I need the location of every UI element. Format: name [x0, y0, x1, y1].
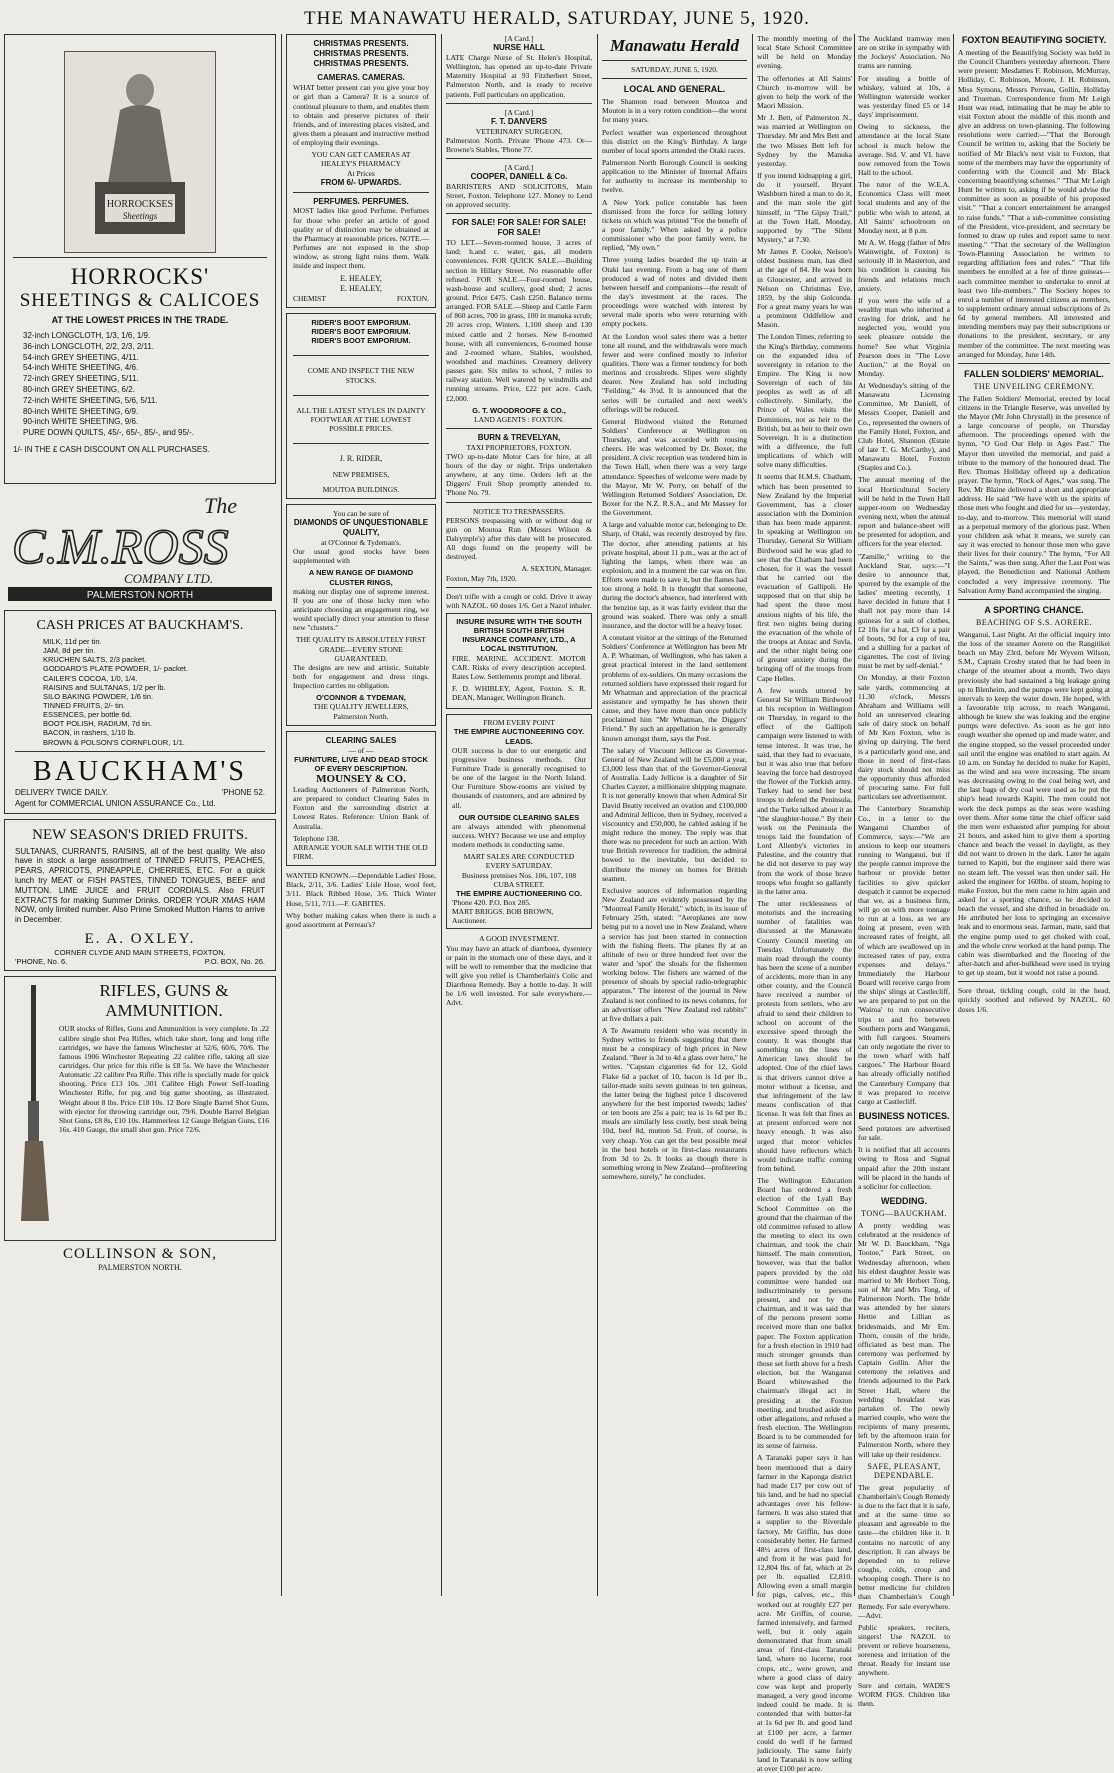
notice-text: PERSONS trespassing with or without dog or gun on Moutoa Run (Messrs Wilson & Dalrymple's) after this date will be prosecuted. All dogs found on the property will be destroyed.	[446, 515, 592, 562]
chemist-row	[293, 294, 429, 303]
ross-company: COMPANY LTD.	[124, 571, 214, 586]
horrockses-illustration	[64, 51, 216, 253]
ross-advert	[4, 489, 276, 605]
price-line: 72-inch GREY SHEETING, 5/11.	[23, 374, 139, 384]
chemist-label: CHEMIST	[293, 294, 326, 304]
xmas-line: CHRISTMAS PRESENTS.	[313, 58, 409, 68]
news-paragraph: Palmerston North Borough Council is seeking application to the Minister of Internal Affairs for authority to increase its membership to twelve.	[602, 157, 747, 195]
danvers-text: Palmerston North. Private 'Phone 473. Or—Browne's Stables, 'Phone 77.	[446, 135, 592, 154]
clearing-heading: CLEARING SALES	[325, 735, 397, 745]
column-4	[602, 34, 747, 1596]
notice-heading: NOTICE TO TRESPASSERS.	[472, 506, 566, 516]
perfumes-heading: PERFUMES. PERFUMES.	[313, 196, 409, 206]
price-line: 54-inch GREY SHEETING, 4/11.	[23, 352, 139, 362]
taxi-label: TAXI PROPRIETORS, FOXTON.	[466, 442, 572, 452]
healey-advert	[286, 34, 436, 308]
seed-notice: Seed potatoes are advertised for sale.	[858, 1124, 950, 1143]
nurse-heading: NURSE HALL	[493, 43, 545, 53]
ross-the: The	[204, 493, 237, 518]
from-price: FROM 6/- UPWARDS.	[320, 177, 402, 187]
rider-name: J. R. RIDER,	[339, 454, 383, 464]
wedding-heading: WEDDING.	[881, 1196, 927, 1207]
cash-item: KRUCHEN SALTS, 2/3 packet.	[43, 655, 147, 665]
news-paragraph: The tutor of the W.E.A. Economics Class will meet local students and any of the public who wish to attend, at All Saints' schoolroom on Monday next, at 8 p.m.	[858, 180, 950, 235]
diamonds-heading: DIAMONDS OF UNQUESTIONABLE QUALITY,	[293, 518, 429, 538]
mounsey-text: Leading Auctioneers of Palmerston North, are prepared to conduct Clearing Sales in Foxton and the surrounding district at Lowest Rates. Reference: Union Bank of Australia.	[293, 784, 429, 831]
horrocks-heading: HORROCKS'	[70, 264, 210, 289]
rider-advert	[286, 313, 436, 499]
healey-name: E. HEALEY,	[340, 274, 382, 284]
phone-text: 'PHONE 52.	[221, 787, 265, 797]
healey-name: E. HEALEY,	[340, 284, 382, 294]
fallen-soldiers-heading: FALLEN SOLDIERS' MEMORIAL.	[964, 368, 1104, 379]
news-paragraph: The Wellington Education Board has ordered a fresh election of the Lyall Bay School Committee on the ground that the chairman of the old committee refused to allow the meeting to elect its own chairman, and took the chair himself. The main contention, however, was that the ballot papers provided by the old committee were handed out indiscriminately to persons present, and not by the chairman, and it was said that of the persons present some received more than one ballot paper. The Foxton application for a fresh election in 1910 had much stronger grounds than those set forth above for a fresh election, but the Wanganui Board whitewashed the chairman's illegal act in presiding at the Foxton meeting, and brushed aside the other allegations, and refused a fresh election. The Wellington Board is to be commended for its sense of fairness.	[757, 1176, 852, 1451]
column-6	[858, 34, 950, 1708]
diamonds-text: Our usual good stocks have been supplemented with	[293, 547, 429, 566]
oxley-box: P.O. BOX, No. 26.	[204, 957, 265, 967]
lowest-prices: AT THE LOWEST PRICES IN THE TRADE.	[51, 315, 229, 325]
news-paragraph: If you intend kidnapping a girl, do it yourself. Bryant Washburn hired a man to do it, and the man stole the girl himself, in "The Gipsy Trail," at the Town Hall, Monday, supported by "The Silent Mystery," at 7.30.	[757, 170, 852, 244]
cash-item: SILO BAKING POWDER, 1/6 tin.	[43, 691, 154, 701]
cash-item: BOOT POLISH, RADIUM, 7d tin.	[43, 719, 153, 729]
sporting-chance-text: Wanganui, Last Night. At the official inquiry into the loss of the steamer Aorere on the Rangitikei beach on May 23rd, before Mr Wyvern Wilson, S.M., Captain Crosby stated that he had been in charge of the steamer about a month. Two days previously she had sustained a big leakage going up to Blenheim, and the pumps were kept going at intervals to keep the water down. He hoped, with a favourable trip across, to reach Wanganui, although he knew she was leaking and the engine pumps were defective. As soon as he got into rough weather she opened up and made water, and the engine stopped, so the vessel proceeded under sail until the engine was enabled to start again. At 10 a.m. on Sunday he decided to make for Kapiti, as the wind and sea were increasing. The steam was decreasing owing to the coal being wet, and the last bags of dry coal were used as he put the ship's head towards Kapiti. The men could not work the deck pumps as the seas were washing over them. After some time the chief officer said the men were exhausted after pumping for about 21 hours, and asked him to give them a sporting chance and beach the vessel in daylight, as they did not want to drown in the dark. Later he again turned to Kapiti, but the engineer said there was no steam left. The vessel was then under sail. He asked the engineer for 160lbs. of steam, hoping to make Foxton, but the men came to him again and asked for a sporting chance, so he decided to beach the vessel, and she drifted in broadside on. He attributed her loss to springing an excessive leak and to enormous seas. Jarman, mate, said that the engine pump used to get choked with coal, and the whole crew worked at the hand pump. The cabin was disembarked and the flooring of the after-hatch and after-bulkhead were used in trying to get up steam, but it would not raise a pound.	[958, 629, 1110, 978]
cash-item: RAISINS and SULTANAS, 1/2 per lb.	[43, 682, 166, 692]
horrocks-advert	[4, 34, 276, 484]
news-paragraph: The London Times, referring to the King's Birthday, comments on the expanded idea of sovereignty in relation to the Empire. The King is now Sovereign of each of his peoples as well as of all collectively. Similarly, the Prince of Wales visits the Dominions, not as heir to the British, but as heir to their own Sovereign. It is a distinction with a difference, the full implications of which will solve many difficulties.	[757, 332, 852, 470]
sexton-sign: A. SEXTON, Manager.	[521, 564, 592, 574]
local-general-heading: LOCAL AND GENERAL.	[623, 84, 726, 95]
insure-heading: INSURE INSURE WITH THE SOUTH BRITISH SOUTH BRITISH INSURANCE COMPANY, LTD., A LOCAL INSTITUTION.	[456, 617, 582, 654]
bauckham-name: BAUCKHAM'S	[33, 755, 247, 787]
clearing-text: are always attended with phenomenal success. WHY? Because we use and employ modern methods in conducting same.	[452, 821, 586, 850]
xmas-line: CHRISTMAS PRESENTS.	[313, 39, 409, 48]
lady-figure-image	[65, 52, 215, 252]
column-2	[286, 34, 436, 1596]
cash-discount: 1/- IN THE £ CASH DISCOUNT ON ALL PURCHASES.	[13, 444, 210, 454]
rifle-illustration	[11, 981, 59, 1236]
agent-text: Agent for COMMERCIAL UNION ASSURANCE Co., Ltd.	[15, 798, 216, 808]
card-label: [A Card.]	[504, 163, 534, 173]
price-line: 90-inch WHITE SHEETING, 9/6.	[23, 417, 139, 427]
news-paragraph: The monthly meeting of the local State School Committee will be held on Monday evening.	[757, 34, 852, 71]
news-paragraph: On Monday, at their Foxton sale yards, commencing at 11.30 o'clock, Messrs Abraham and Williams will hold an unreserved clearing sale of dairy stock on behalf of Mr Ken Foxton, who is giving up dairying. The herd is a particularly good one, and those in need of first-class dairy stock should not miss the opportunity thus afforded of procuring same. For full particulars see advertisement.	[858, 673, 950, 802]
mounsey-advert	[286, 731, 436, 866]
rifles-text: OUR stocks of Rifles, Guns and Ammunition is very complete. In .22 calibre single shot Pea Rifles, which take short, long and long rifle cartridges, we have the famous Winchester at 52/6, 60/6, 70/6. The famous 1906 Winchester Repeating .22 calibre rifle, taking all size cartridges. Our price for this rifle is £8 5s. We have the Winchester Automatic .22 calibre Pea Rifle. This rifle is specially made for quick shooting. Price £13 10s. .301 Calibre High Power Self-loading Winchester Rifle, for pig and big game shooting, as illustrated. Weight about 8 lbs. Price £18 10s. 12 Bore Single Barrel Shot Guns, with ejector for throwing cartridge out, 79/6. Double Barrel Belgian Shot Guns, £8 8s, £10 10s. Hammerless 12 Gauge Belgian Guns, £16 16s. 410 Gauge, the small shot gun. Price 72/6.	[59, 1024, 269, 1134]
rider-line: RIDER'S BOOT EMPORIUM.	[311, 318, 411, 328]
column-1	[4, 34, 276, 1596]
paper-title: Manawatu Herald	[610, 36, 739, 55]
notice-date: Foxton, May 7th, 1920.	[446, 573, 517, 583]
news-paragraph: The utter recklessness of motorists and the increasing number of fatalities was discussed at the Manawatu County Council meeting on Tuesday. Unfortunately the main road through the county has been the scene of a number of accidents, more than in any other county, and the Council have received a number of protests from settlers, who are afraid to send their children to school on account of the excessive speed through the county. It was thought that something on the lines of American laws should be adopted. One of the chief laws is that drivers cannot drive a motor without a license, and that infringement of the law means confiscation of that license. It was felt that fines as at present enforced were not heavy enough. It was also urged that motor vehicles should have reflectors which would indicate traffic coming from behind.	[757, 898, 852, 1174]
insure-text: FIRE. MARINE. ACCIDENT. MOTOR CAR. Risks of every description accepted. Rates Low. Settlements prompt and liberal.	[452, 653, 586, 681]
oxley-address: CORNER CLYDE AND MAIN STREETS, FOXTON.	[54, 948, 226, 958]
price-line: 54-inch WHITE SHEETING, 4/6.	[23, 363, 139, 373]
rider-premises: NEW PREMISES,	[332, 469, 390, 479]
business-notices-heading: BUSINESS NOTICES.	[858, 1111, 950, 1122]
wedding-subheading: TONG—BAUCKHAM.	[861, 1209, 947, 1219]
at-prices: At Prices	[347, 168, 375, 178]
collinson-town: PALMERSTON NORTH.	[98, 1263, 182, 1273]
for-sale-text: TO LET.—Seven-roomed house, 3 acres of land; h.and c. water, gas, all modern conveniences. FOR QUICK SALE.—Building section in Hillary Street. No reasonable offer refused. FOR SALE.—Four-roomed house, wash-house and scullery, good shed; 2 acres ground. Price £475. Cash £250. Balance terms arranged. FOR SALE.—Sheep and Cattle Farm of 860 acres, 700 in grass, 100 in manuka scrub; 20 acres crop, Winters. 1,100 sheep and 130 mixed cattle and 2 horses. New 8-roomed house, with all conveniences, 6-roomed house and 2-roomed whare, Stables, woolshed, woodshed and machines. Creamery delivery passes gate. Six miles to school, 7 miles to railway station. Well watered by windmills and running streams. Price, £22 per acre. Cash, £2,000.	[446, 238, 592, 403]
nazol-notice: Don't trifle with a cough or cold. Drive it away with NAZOL. 60 doses 1/6. Get a Nazol inhaler.	[446, 591, 592, 610]
beautifying-text: A meeting of the Beautifying Society was held in the Council Chambers yesterday afternoon. There were present: Mesdames F. Robinson, McMurray, Holliday, C. Robinson, Moore, J. H. Robinson, Miss Symons, Messrs Perreau, Gollin, Holliday and Trueman. Correspondence from Mr Leigh Hunt was read, intimating that he may be able to visit Foxton about the middle of this month and give an address on town-planning. The following resolutions were carried:—"That the Borough Council be written to, asking that the Society be notified of Mr Black's next visit to Foxton, that some of the members may have the opportunity of conferring with the Council and Mr Black concerning beautifying schemes." "That Mr Leigh Hunt be written to, asking if he would advise the committee as soon as possible of his proposed visit." "That a concert entertainment be arranged to raise funds." "That a sub-committee consisting of the President, vice-president, and secretary be formed to draw up rules and report same to next meeting." "That the secretary of the Wellington Town-Planning Association be written to regarding affiliation fees and rules." "That life members be enrolled at a fee of three guineas—each committee member to undertake to enrol at least two life-members." The Society hopes to enrol a number of interested citizens as members, to supplement ordinary annual subscriptions of 2s 6d by general members. All interested and intending members may pay their subscriptions or donations to the president, secretary, or any member of the committee. The next meeting was arranged for Monday, June 14th.	[958, 48, 1110, 359]
column-rule	[597, 34, 598, 1596]
news-paragraph: At Wednesday's sitting of the Manawatu Licensing Committee, Mr Daniell, of Messrs Cooper, Daniell and Co., represented the owners of the Family Hotel, Foxton, and Club Hotel, Shannon (Estate of late T. G. McCarthy), and Manawatu Hotel, Foxton (Staples and Co.).	[858, 381, 950, 473]
unveiling-subheading: THE UNVEILING CEREMONY.	[973, 381, 1095, 391]
rider-come: COME AND INSPECT THE NEW STOCKS.	[307, 366, 415, 385]
news-paragraph: Mr James P. Cooke, Nelson's oldest business man, has died at the age of 84. He was born in Gloucester, and arrived in Nelson on Christmas Eve, 1859, by the ship Golconda. For a great many years he was a prominent Oddfellow and Mason.	[757, 247, 852, 330]
horrockses-sub: Sheetings	[122, 211, 158, 221]
mounsey-name: MOUNSEY & CO.	[316, 772, 406, 785]
cash-prices-title: CASH PRICES AT BAUCKHAM'S.	[36, 618, 244, 633]
bauckham-advert	[4, 610, 276, 814]
cash-item: CAILER'S COCOA, 1/0, 1/4.	[43, 673, 138, 683]
cash-item: BACON, in rashers, 1/10 lb.	[43, 728, 136, 738]
column-rule	[953, 34, 954, 1596]
mart-sales: MART SALES ARE CONDUCTED EVERY SATURDAY.	[463, 852, 575, 871]
news-paragraph: A few words uttered by General Sir William Birdwood at his reception in Wellington on Thursday, in regard to the effect of the Gallipoli campaign were listened to with tense interest. It was true, he said, that they had to evacuate, but it was also true that before leaving the force had destroyed the flower of the Turkish army. Turkey had to send her best troops to defend the Peninsula, and the Turks talked about it as "the slaughter-house." By their work on the Peninsula the troops laid the foundation of Lord Allenby's victories in Palestine, and the country that he did not deserve to pay way from the work of those brave troops who fought so gallantly in the latter area.	[757, 685, 852, 896]
news-paragraph: The annual meeting of the local Horticultural Society will be held in the Town Hall supper-room on Wednesday evening next, when the annual report and balance-sheet will be presented for adoption, and officers for the year elected.	[858, 475, 950, 549]
delivery-text: DELIVERY TWICE DAILY.	[15, 787, 109, 797]
cooper-text: BARRISTERS AND SOLICITORS, Main Street, Foxton. Telephone 127. Money to Lend on approved security.	[446, 182, 592, 210]
column-3	[446, 34, 592, 1596]
diamonds-text2: making our display one of supreme interest. If you are one of those lucky men who anticipate choosing an engagement ring, we would specially direct your attention to these new "clusters."	[293, 586, 429, 633]
diamonds-at: at O'Connor & Tydeman's.	[321, 538, 401, 548]
column-rule	[854, 34, 855, 1596]
rider-styles: ALL THE LATEST STYLES IN DAINTY FOOTWEAR AT THE LOWEST POSSIBLE PRICES.	[296, 405, 426, 433]
empire-name: THE EMPIRE AUCTIONEERING CO.	[456, 888, 582, 898]
price-line: PURE DOWN QUILTS, 45/-, 65/-, 85/-, and 95/-.	[23, 428, 195, 438]
news-paragraph: A New York police constable has been dismissed from the force for selling lottery tickets on which was printed "For the benefit of a poor family." When asked by a police commissioner who the poor family were, he replied, "My own."	[602, 197, 747, 253]
news-paragraph: If you were the wife of a wealthy man who inherited a craving for drink, and he neglected you, would you seek pleasure outside the home? See what Virginia Pearson does in "The Love Auction," at the Royal on Monday.	[858, 295, 950, 378]
wedding-text: A pretty wedding was celebrated at the residence of Mr W. D. Bauckham, "Nga Tootoe," Park Street, on Wednesday afternoon, when his eldest daughter Jessie was married to Mr Herbert Tong, son of Mr and Mrs Tong, of Palmerston North. The bride was attended by her sisters Hettie and Lillian as bridesmaids, and Mr Em. Thorn, cousin of the bride, officiated as best man. The ceremony was performed by Captain Gollin. After the ceremony the relatives and friends adjourned to the Park Street Hall, where the wedding breakfast was partaken of. The newly married couple, who were the recipients of many presents, left by the afternoon train for Palmerston North, where they will take up their residence.	[858, 1221, 950, 1459]
news-paragraph: The salary of Viscount Jellicoe as Governor-General of New Zealand will be £5,000 a year, £3,000 less than that of the Governor-General of Australia. Lady Jellicoe is a daughter of Sir Charles Cayzer, a millionaire shipping magnate. It is not generally known that when Admiral Sir David Beatty received an ovation and £100,000 and Admiral Jellicoe, then in Sydney, received a viscountcy and £50,000, he cabled asking if he might reduce the money. The reply was that there was no precedent for such an action. With true British reverence for tradition, the admiral bowed to the inevitable, but decided to distribute the money on homes for British seamen.	[602, 745, 747, 883]
column-rule	[752, 34, 753, 1596]
cash-item: ESSENCES, per bottle 6d.	[43, 710, 132, 720]
cash-item: TINNED FRUITS, 2/- tin.	[43, 700, 126, 710]
card-label: [A Card.]	[504, 107, 534, 117]
column-7	[958, 34, 1110, 1596]
cash-item: MILK, 11d per tin.	[43, 637, 102, 646]
column-rule	[441, 34, 442, 1596]
why-notice: Why bother making cakes when there is such a good assortment at Perreau's?	[286, 910, 436, 929]
quality-text: THE QUALITY IS ABSOLUTELY FIRST GRADE—EVERY STONE GUARANTEED.	[296, 635, 426, 663]
oconnor-name: O'CONNOR & TYDEMAN,	[316, 693, 406, 703]
burn-name: BURN & TREVELYAN,	[477, 432, 561, 442]
cameras-text: WHAT better present can you give your boy or girl than a Camera? It is a source of continual pleasure to them, and enables them to obtain and preserve pictures of their friends, and of interesting places visited, and gives them a pleasant and instructive method of employing their evenings.	[293, 83, 429, 148]
news-paragraph: Owing to sickness, the attendance at the local State school is much below the average. Std. V. and VI. have now removed from the Town Hall to the school.	[858, 122, 950, 177]
empire-phone: 'Phone 420. P.O. Box 285.	[452, 897, 531, 907]
land-agents: LAND AGENTS : FOXTON.	[474, 414, 564, 424]
empire-heading: THE EMPIRE AUCTIONEERING COY. LEADS.	[453, 727, 585, 746]
ross-town: PALMERSTON NORTH	[86, 590, 194, 601]
cash-item: JAM, 8d per tin.	[43, 646, 96, 656]
rider-line: RIDER'S BOOT EMPORIUM.	[311, 336, 411, 346]
cooper-name: COOPER, DANIELL & Co.	[470, 172, 568, 182]
every-point: FROM EVERY POINT	[483, 718, 555, 728]
price-line: 36-inch LONGCLOTH, 2/2, 2/3, 2/11.	[23, 341, 155, 351]
woodroofe-name: G. T. WOODROOFE & CO.,	[472, 405, 566, 415]
safe-heading: SAFE, PLEASANT, DEPENDABLE.	[867, 1461, 941, 1480]
clearing-sales-heading: OUR OUTSIDE CLEARING SALES	[458, 812, 580, 822]
oconnor-advert	[286, 504, 436, 725]
price-line: 32-inch LONGCLOTH, 1/3, 1/6, 1/9.	[23, 331, 151, 340]
sheeting-price-list	[13, 331, 267, 439]
news-paragraph: Perfect weather was experienced throughout this district on the King's Birthday. A large number of local sports attended the Otaki races.	[602, 127, 747, 155]
cash-item: GODDARD'S PLATE POWDER, 1/- packet.	[43, 664, 189, 674]
news-paragraph: Mr A. W. Hogg (father of Mrs Wainwright, of Foxton) is seriously ill in Masterton, and his condition is causing his friends and relations much anxiety.	[858, 237, 950, 293]
column-5	[757, 34, 852, 1773]
masthead: THE MANAWATU HERALD, SATURDAY, JUNE 5, 1920.	[304, 8, 810, 29]
aorere-subheading: BEACHING OF S.S. AORERE.	[975, 617, 1092, 627]
news-paragraph: "Zamille," writing to the Auckland Star, says:—"I desire to announce that, spurred by the example of the ladies' meeting recently, I have decided in future that I shall not pay more than 14 guineas for a suit of clothes, £2 10s for a hat, £3 for a pair of boots, 9d for a cup of tea, and a shilling for a packet of cigarettes. The cost of living must be met by self-denial."	[858, 551, 950, 671]
price-line: 72-inch WHITE SHEETING, 5/6, 5/11.	[23, 395, 158, 405]
investment-text: You may have an attack of diarrhoea, dysentery or pain in the stomach one of these days, and it will be well to remember that the medicine that will give you relief is Chamberlain's Colic and Diarrhoea Remedy. Buy a bottle to-day. It will be 1/6 well invested. For sale everywhere.—Advt.	[446, 943, 592, 1008]
rifles-title: RIFLES, GUNS & AMMUNITION.	[99, 981, 229, 1020]
collinson-advert	[4, 976, 276, 1241]
cash-price-list	[15, 637, 265, 747]
news-paragraph: The Canterbury Steamship Co., in a letter to the Wanganui Chamber of Commerce, says:—"We are anxious to keep our steamers running to Wanganui, but if the people cannot improve the harbour or provide better facilities to give quicker despatch it cannot be expected that we, as a business firm, will go on with more tonnage to run at a loss, as we are doing at present, even with increased rates of freight, all of which are swallowed up in increased rates of pay, extra expenses and delays." Immediately the Harbour Board will receive cargo from the ships' slings at Castlecliff, we are prepared to put on the 'Wairoa' to run consecutive trips to and fro between Southern ports and Wanganui, with full cargoes. Steamers can only negotiate the river to the town wharf with half cargoes." The Harbour Board has already officially notified the Canterbury Company that it was prepared to receive cargo at Castlecliff.	[858, 804, 950, 1106]
pn-label: Palmerston North.	[333, 711, 389, 721]
fallen-soldiers-text: The Fallen Soldiers' Memorial, erected by local citizens in the Triangle Reserve, was unveiled by the Mayor (Mr John Chrystall) in the presence of a large concourse of people, on Thursday afternoon. The proceedings opened with the hymn, "O God Our Help in Ages Past." The Mayor then unveiled the memorial, and paid a tribute to the memory of the honoured dead. The Rev. Thomas Holliday offered up a dedication prayer. The hymn, "Rock of Ages," was sung. The Rev. Mr Blaine delivered a short and appropriate address. He said "We have with us the spirits of those men who fought and died for us—yesterday, to-day, and to-morrow. This memorial will stand as a perpetual memory of the glorious past. When your children ask what it means, we surely can say it was erected to honour those men who gave their lives for their country." The hymn, "For All the Saints," was then sung. After the Last Post was played, the Benediction and National Anthem concluded a very impressive ceremony. The Salvation Army Band accompanied the singing.	[958, 393, 1111, 595]
empire-text: OUR success is due to our energetic and progressive business methods. Our Furniture Trade is generally recognised to be one of the largest in the North Island. Our Furniture Show-rooms are visited by thousands of customers, and are admired by all.	[452, 745, 586, 810]
fruits-text: SULTANAS, CURRANTS, RAISINS, all of the best quality. We also have in stock a large assortment of TINNED FRUITS, PEACHES, PEARS, APRICOTS, PINEAPPLE, CHERRIES, ETC. For a quick lunch try MEAT or FISH PASTES, TINNED TONGUES, BEEF and MUTTON. LIME JUICE and FRUIT CORDIALS. Also FRUIT EXTRACTS for making Summer Drinks. ORDER YOUR XMAS HAM NOW, only limited number. Also Prime Smoked Mutton Hams to arrive in December.	[15, 846, 265, 925]
accounts-notice: It is notified that all accounts owing to Ross and Signal unpaid after the 20th instant will be placed in the hands of a solicitor for collection.	[858, 1145, 950, 1191]
news-paragraph: The Auckland tramway men are on strike in sympathy with the Jockeys' Association. No trams are running.	[858, 34, 950, 71]
cameras-get: YOU CAN GET CAMERAS AT HEALEY'S PHARMACY	[311, 150, 411, 169]
news-paragraph: A constant visitor at the sittings of the Returned Soldiers' Conference at Wellington has been Mr A. P. Whatman, of Wellington, who has taken a great practical interest in the land settlement problems of ex-soldiers. On many occasions the returned soldiers have expressed their regard for Mr Whatman and appreciation of the practical assistance and sympathy he has shown their cause, and they have more than once publicly proclaimed him "Mr Whatman, the Diggers' Friend." By such an appellation he is generally known amongst them, says the Post.	[602, 633, 747, 743]
news-paragraph: The offertories at All Saints' Church to-morrow will be given to help the work of the Maori Mission.	[757, 73, 852, 110]
taxi-text: TWO up-to-date Motor Cars for hire, at all hours of the day or night. Trips undertaken anywhere, at any time. Orders left at the Diggers' Fruit Shop promptly attended to. 'Phone No. 79.	[446, 451, 592, 498]
for-sale-heading: FOR SALE! FOR SALE! FOR SALE! FOR SALE!	[452, 218, 586, 238]
fruits-title: NEW SEASON'S DRIED FRUITS.	[32, 826, 248, 843]
sore-throat-notice: Sore throat, tickling cough, cold in the head, quickly soothed and relieved by NAZOL. 60 doses 1/6.	[958, 986, 1110, 1014]
sheetings-heading: SHEETINGS & CALICOES	[19, 290, 261, 311]
wade-notice: Sure and certain, WADE'S WORM FIGS. Children like them.	[858, 1680, 950, 1708]
safe-text: The great popularity of Chamberlain's Cough Remedy is due to the fact that it is safe, and at the same time so pleasant and agreeable to the taste—the children like it. It contains no narcotic of any description. It can always be depended on to relieve coughs, colds, croup and whooping cough. There is no better medicine for children than Chamberlain's Cough Remedy. For sale everywhere.—Advt.	[858, 1482, 950, 1620]
column-rule	[281, 34, 282, 1596]
cash-item: BROWN & POLSON'S CORNFLOUR, 1/1.	[43, 737, 185, 747]
perfumes-text: MOST ladies like good Perfume. Perfumes for those who prefer an article of good quality or of distinction may be obtained at the Pharmacy at reasonable prices. NOTE.—Perfumes are not exposed in the shop window, as strong light ruins them. Walk inside and inspect them.	[293, 206, 429, 271]
rider-buildings: MOUTOA BUILDINGS.	[322, 485, 400, 495]
rifle-image	[11, 981, 59, 1231]
furniture-label: FURNITURE, LIVE AND DEAD STOCK OF EVERY DESCRIPTION.	[294, 754, 428, 773]
delivery-row	[15, 788, 265, 797]
xmas-line: CHRISTMAS PRESENTS.	[313, 48, 409, 58]
investment-heading: A GOOD INVESTMENT.	[479, 934, 559, 944]
price-line: 80-inch GREY SHEETING, 6/2.	[23, 384, 135, 394]
jewellers-label: THE QUALITY JEWELLERS,	[313, 702, 409, 712]
danvers-name: F. T. DANVERS	[490, 116, 547, 126]
nurse-text: LATE Charge Nurse of St. Helen's Hospital, Wellington, has opened an up-to-date Private Maternity Hospital at 93 Fitzherbert Street, Palmerston North, and is ready to receive patients. Full particulars on application.	[446, 52, 592, 99]
whibley-text: F. D. WHIBLEY, Agent, Foxton. S. R. DEAN, Manager, Wellington Branch.	[452, 683, 586, 703]
speakers-notice: Public speakers, reciters, singers! Use NAZOL to prevent or relieve hoarseness, soreness and irritation of the throat. Ready for instant use anywhere.	[858, 1622, 950, 1678]
foxton-label: FOXTON.	[396, 294, 429, 304]
cameras-heading: CAMERAS. CAMERAS.	[317, 73, 405, 83]
diamonds-range: A NEW RANGE OF DIAMOND CLUSTER RINGS,	[308, 568, 414, 587]
of-label: — of —	[348, 745, 374, 755]
wanted-notice: WANTED KNOWN.—Dependable Ladies' Hose, Black, 2/11, 3/6. Ladies' Lisle Hose, wool feet, 3/11. Black Ribbed Hose, 3/6. Thick Winter Hose, 5/11, 7/11.—F. GABITES.	[286, 871, 436, 908]
sporting-chance-heading: A SPORTING CHANCE.	[984, 604, 1084, 615]
vet-label: VETERINARY SURGEON,	[475, 126, 563, 136]
empire-staff: MART BRIGGS. BOB BROWN, Auctioneer.	[452, 907, 554, 926]
news-paragraph: Mr J. Bett, of Palmerston N., was married at Wellington on Thursday. Mr and Mrs Bett and the two Misses Bett left for Sydney by the Manuka yesterday.	[757, 113, 852, 168]
rider-line: RIDER'S BOOT EMPORIUM.	[311, 327, 411, 337]
premises-text: Business premises Nos. 106, 107, 108 CUBA STREET.	[461, 870, 577, 889]
oxley-phone: 'PHONE, No. 6.	[15, 957, 68, 967]
beautifying-heading: FOXTON BEAUTIFYING SOCIETY.	[961, 35, 1107, 45]
card-label: [A Card.]	[504, 34, 534, 43]
diamonds-intro: You can be sure of	[333, 509, 389, 519]
arrange-label: ARRANGE YOUR SALE WITH THE OLD FIRM.	[293, 842, 428, 861]
news-paragraph: A large and valuable motor car, belonging to Dr. Sharp, of Otaki, was recently destroyed by fire. The doctor, after attending patients at his private hospital, about 11 p.m., was at the act of lighting the lamps, when there was an explosion, and in a moment the car was on fire. Efforts were made to save it, but the flames had too strong a hold. It is thought that someone, during the doctor's absence, had interfered with the benzine tap, as it was fairly evident that the ground was soaked. There was only a small insurance, and the doctor will be a heavy loser.	[602, 520, 747, 630]
oxley-advert	[4, 819, 276, 972]
ross-name: C.M.ROSS	[12, 518, 229, 574]
price-line: 80-inch WHITE SHEETING, 6/9.	[23, 406, 139, 416]
mounsey-tel: Telephone 138.	[293, 833, 340, 843]
news-paragraph: General Birdwood visited the Returned Soldiers' Conference at Wellington on Thursday, and was accorded with rousing cheers. He was welcomed by Dr. Boxer, the president. A civic reception was tendered him in the Town Hall, when there was a very large attendance. Speeches of welcome were made by the Mayor, Mr W. Perry, on behalf of the Wellington Returned Soldiers' Association, Dr. Boxer for the N.Z. R.S.A., and Mr Massey for the Government.	[602, 416, 747, 518]
rifles-body	[59, 981, 269, 1236]
south-british-advert	[446, 613, 592, 709]
paper-date: SATURDAY, JUNE 5, 1920.	[631, 65, 718, 74]
horrockses-logo: HORROCKSES	[106, 199, 174, 210]
news-paragraph: A Taranaki paper says it has been mentioned that a dairy farmer in the Kaponga district had made £17 per cow out of his land, and he had no special advantages over his fellow-farmers. It was also stated that a supplier to the Riverdale factory, Mr Griffin, has done considerably better. He farmed 48¼ acres of first-class land, and from it he was paid for 12,804 lbs. of fat, which at 2s per lb. equalled £2,810. Allowing even a small margin for pigs, calves, etc., this worked out at roughly £27 per acre. Mr Griffin, of course, farmed intensively, and farmed well, but it only again demonstrated that from small areas of first-class Taranaki land, where no lucerne, root crops, etc., were grown, and where a good class of dairy cow was kept and properly managed, a very good income indeed could be made. It is contended that with butter-fat at 1s 6d per lb. and good land at £100 per acre, a farmer could do well if he farmed judiciously. The same fairly land in Taranaki is now selling at over £100 per acre.	[757, 1453, 852, 1773]
empire-advert	[446, 714, 592, 929]
news-paragraph: Three young ladies boarded the up train at Otaki last evening. From a bag one of them produced a wad of notes and divided them between herself and companions—the result of the day's investment at the races. The proceedings were watched with interest by several male sports who were returning with empty pockets.	[602, 255, 747, 329]
ross-logo	[4, 489, 276, 605]
news-paragraph: Exclusive sources of information regarding New Zealand are evidently possessed by the "Montreal Family Herald," which, in its issue of February 25th, stated: "Aeroplanes are now being put to a novel use in New Zealand, where a service has just been started in connection with the fishing fleets. The planes fly at an altitude of two or three hundred feet over the water and 'spot' the shoals for the fishermen working below. The fishers are warned of the presence of shoals by special radio-telegraphic apparatus." The interest of the journal in New Zealand is not confined to its news columns, for an advertiser offers "New Zealand red rabbits" at five dollars a pair.	[602, 885, 747, 1023]
collinson-name: COLLINSON & SON,	[63, 1246, 217, 1263]
news-paragraph: At the London wool sales there was a better tone all round, and the withdrawals were much fewer and were confined mostly to inferior qualities. There was a firmer tendency for both merinos and crossbreds. Slipes were slightly dearer. New Zealand has sold including "Feilding," 4s 3½d. It is announced that the series will be curtailed and next week's offerings will be reduced.	[602, 331, 747, 414]
news-paragraph: A Te Awamutu resident who was recently in Sydney writes to friends suggesting that there must be a conspiracy of high prices in New Zealand. "Beer is 3d to 4d a glass over here," he writes. "Capstan cigarettes 6d for 12, Gold Flake 6d a packet of 10, bacon is 1d per lb., tailor-made suits seven guineas to ten guineas, the latter being the highest price I discovered anywhere for the best imported tweeds; ladies' or ten boots are 25s a pair; tea is 1s 6d per lb.; meals are similarly less costly, best steak being 10d, beef 8d, mutton 5d. Fruit, of course, is very cheap. You can get the best possible meal in the best hotels or in first-class restaurants from 3d to 2s. It looks as though there is something wrong in New Zealand—profiteering somewhere, surely," he concludes.	[602, 1025, 747, 1182]
news-paragraph: The Shannon road between Moutoa and Mouton is in a very rotten condition—the worst for many years.	[602, 97, 747, 125]
designs-text: The designs are new and artistic. Suitable both for engagement and dress rings. Inspection carries no obligation.	[293, 662, 429, 691]
oxley-name: E. A. OXLEY.	[84, 931, 196, 948]
news-paragraph: It seems that H.M.S. Chatham, which has been presented to New Zealand by the Imperial Government, has a closer association with the Dominion than has been made apparent. In speaking at Wellington on Thursday, General Sir William Birdwood said he was glad to see that the Chatham had been chosen, for it was the vessel that he carried out the evacuation of Gallipoli. He supposed that on that ship he had spent the three most anxious nights of his life, the first two nights being during the evacuation of the whole of the troops at Anzac and Suvla, and the other night being one of greater anxiety during the bringing off of the troops from Cape Helles.	[757, 472, 852, 683]
news-paragraph: For stealing a bottle of whiskey, valued at 10s, a Wellington waterside worker was yesterday fined £5 or 14 days' imprisonment.	[858, 73, 950, 120]
oxley-contact	[15, 957, 265, 966]
